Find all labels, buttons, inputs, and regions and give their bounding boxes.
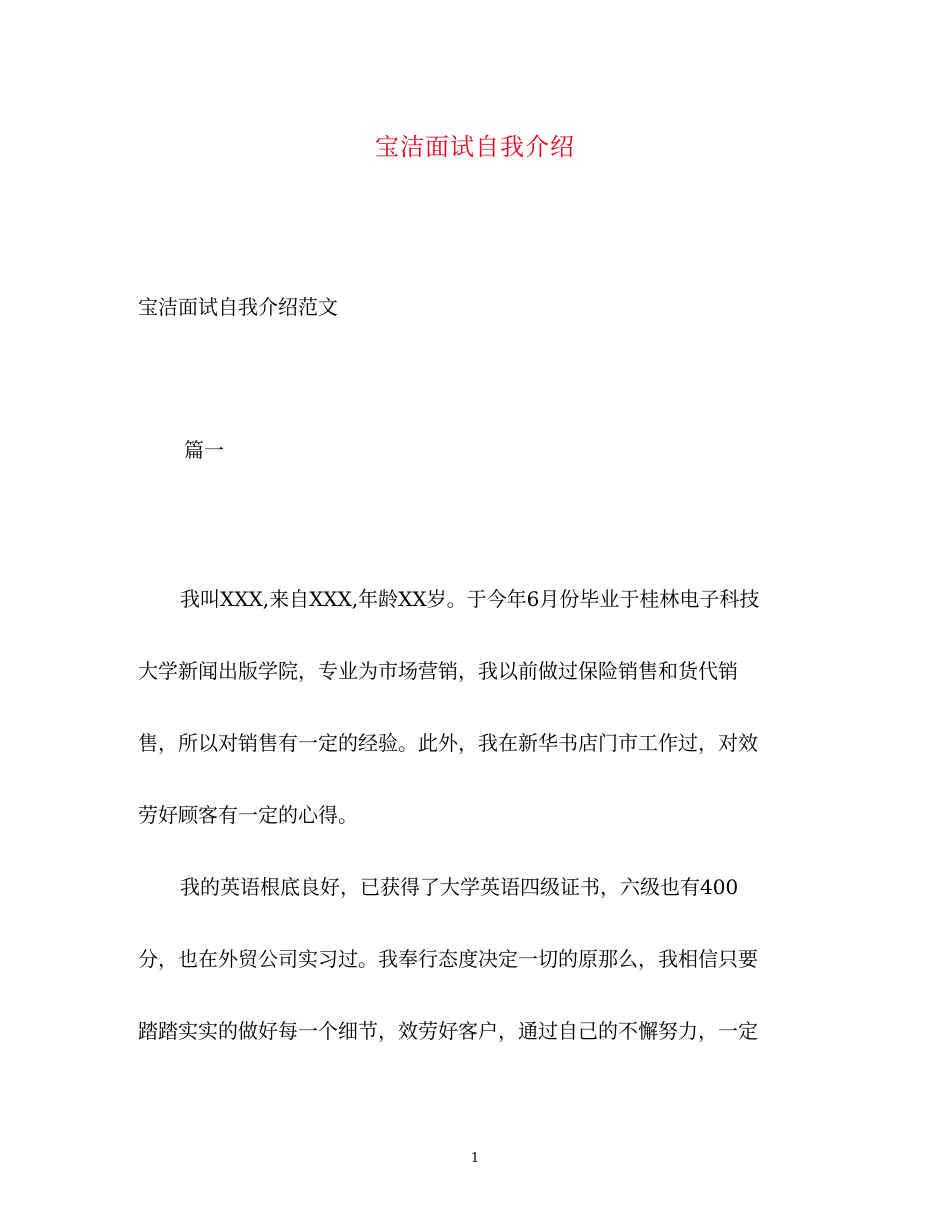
- body-line: 售，所以对销售有一定的经验。此外，我在新华书店门市工作过，对效: [138, 731, 758, 755]
- document-subtitle: 宝洁面试自我介绍范文: [138, 295, 338, 319]
- section-label: 篇一: [184, 438, 224, 462]
- body-line: 我的英语根底良好，已获得了大学英语四级证书，六级也有400: [180, 875, 739, 899]
- page-number: 1: [470, 1151, 480, 1166]
- document-title: 宝洁面试自我介绍: [375, 133, 575, 161]
- body-line: 劳好顾客有一定的心得。: [138, 803, 358, 827]
- body-line: 分，也在外贸公司实习过。我奉行态度决定一切的原那么，我相信只要: [138, 947, 758, 971]
- body-line: 踏踏实实的做好每一个细节，效劳好客户，通过自己的不懈努力，一定: [138, 1019, 758, 1043]
- body-line: 我叫XXX,来自XXX,年龄XX岁。于今年6月份毕业于桂林电子科技: [180, 587, 760, 611]
- body-line: 大学新闻出版学院，专业为市场营销，我以前做过保险销售和货代销: [138, 659, 738, 683]
